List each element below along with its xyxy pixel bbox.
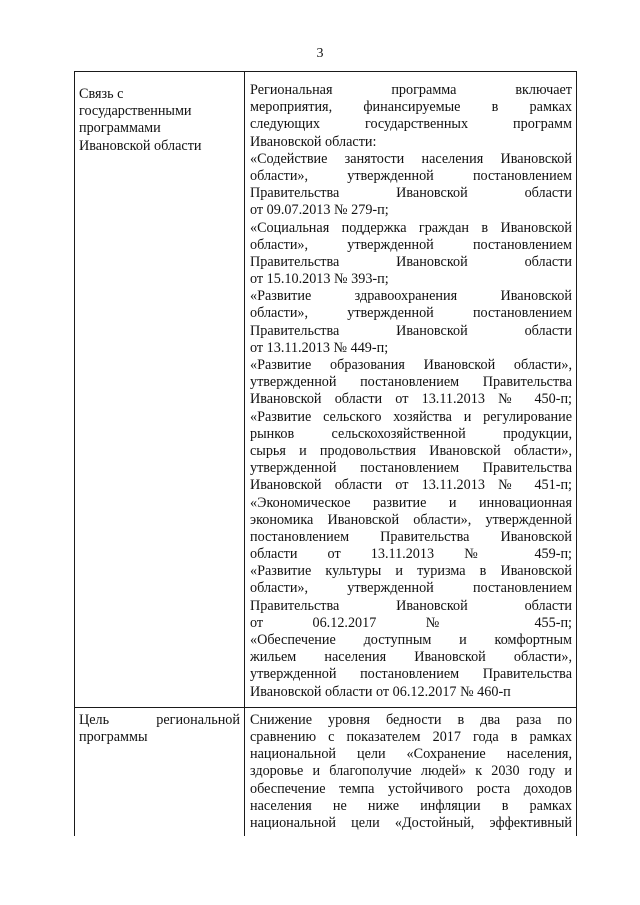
text-line: Ивановской области	[79, 137, 202, 154]
text-line: Ивановской области от 06.12.2017 № 460-п	[250, 683, 511, 700]
table-row-program-goal	[75, 708, 577, 836]
row-content-cell	[245, 72, 577, 707]
text-line: постановлением Правительства Ивановской	[250, 528, 572, 545]
text-line: от 09.07.2013 № 279-п;	[250, 202, 389, 219]
text-line: рынков сельскохозяйственной продукции,	[250, 425, 572, 442]
text-line: Правительства Ивановской области	[250, 322, 572, 339]
text-line: «Экономическое развитие и инновационная	[250, 494, 572, 511]
text-line: «Развитие образования Ивановской области»,	[250, 357, 572, 373]
text-line: утвержденной постановлением Правительства	[250, 374, 572, 391]
text-line: мероприятия, финансируемые в рамках	[250, 99, 572, 116]
text-line: Цель региональной	[79, 711, 240, 728]
text-line: Ивановской области:	[250, 133, 377, 150]
row-label-cell	[75, 72, 245, 707]
program-passport-table	[74, 71, 577, 836]
text-line: Региональная программа включает	[250, 82, 572, 98]
text-line: программы	[79, 728, 148, 745]
text-line: области», утвержденной постановлением	[250, 167, 572, 184]
text-line: от 06.12.2017 № 455-п;	[250, 614, 572, 631]
text-line: «Содействие занятости населения Ивановской	[250, 150, 572, 167]
text-line: Правительства Ивановской области	[250, 253, 572, 270]
text-line: населения не ниже инфляции в рамках	[250, 797, 572, 814]
text-line: национальной цели «Достойный, эффективный	[250, 814, 572, 831]
row-content-cell	[245, 708, 577, 836]
text-line: следующих государственных программ	[250, 116, 572, 133]
text-line: области от 13.11.2013 № 459-п;	[250, 546, 572, 563]
row-label-cell	[75, 708, 245, 836]
text-line: «Социальная поддержка граждан в Ивановской	[250, 219, 572, 236]
text-line: утвержденной постановлением Правительства	[250, 460, 572, 477]
text-line: «Развитие здравоохранения Ивановской	[250, 288, 572, 305]
text-line: национальной цели «Сохранение населения,	[250, 746, 572, 763]
text-line: области», утвержденной постановлением	[250, 580, 572, 597]
text-line: Ивановской области от 13.11.2013 № 450-п;	[250, 391, 572, 408]
table-row-links-to-state-programs	[75, 72, 577, 708]
text-line: «Развитие сельского хозяйства и регулирование	[250, 408, 572, 425]
text-line: здоровье и благополучие людей» к 2030 году и	[250, 763, 572, 780]
text-line: экономика Ивановской области», утвержденной	[250, 511, 572, 528]
page-number: 3	[316, 46, 324, 61]
text-line: «Развитие культуры и туризма в Ивановской	[250, 563, 572, 580]
text-line: жильем населения Ивановской области»,	[250, 649, 572, 666]
text-line: области», утвержденной постановлением	[250, 236, 572, 253]
text-line: Связь с	[79, 86, 124, 102]
text-line: программами	[79, 120, 161, 137]
text-line: государственными	[79, 103, 192, 120]
text-line: Ивановской области от 13.11.2013 № 451-п;	[250, 477, 572, 494]
text-line: сырья и продовольствия Ивановской области»,	[250, 442, 572, 459]
text-line: обеспечение темпа устойчивого роста доходов	[250, 780, 572, 797]
text-line: Снижение уровня бедности в два раза по	[250, 711, 572, 728]
text-line: утвержденной постановлением Правительства	[250, 666, 572, 683]
text-line: «Обеспечение доступным и комфортным	[250, 632, 572, 648]
text-line: от 15.10.2013 № 393-п;	[250, 271, 389, 288]
text-line: Правительства Ивановской области	[250, 597, 572, 614]
text-line: области», утвержденной постановлением	[250, 305, 572, 322]
text-line: от 13.11.2013 № 449-п;	[250, 339, 389, 356]
text-line: Правительства Ивановской области	[250, 185, 572, 202]
text-line: сравнению с показателем 2017 года в рамках	[250, 728, 572, 745]
